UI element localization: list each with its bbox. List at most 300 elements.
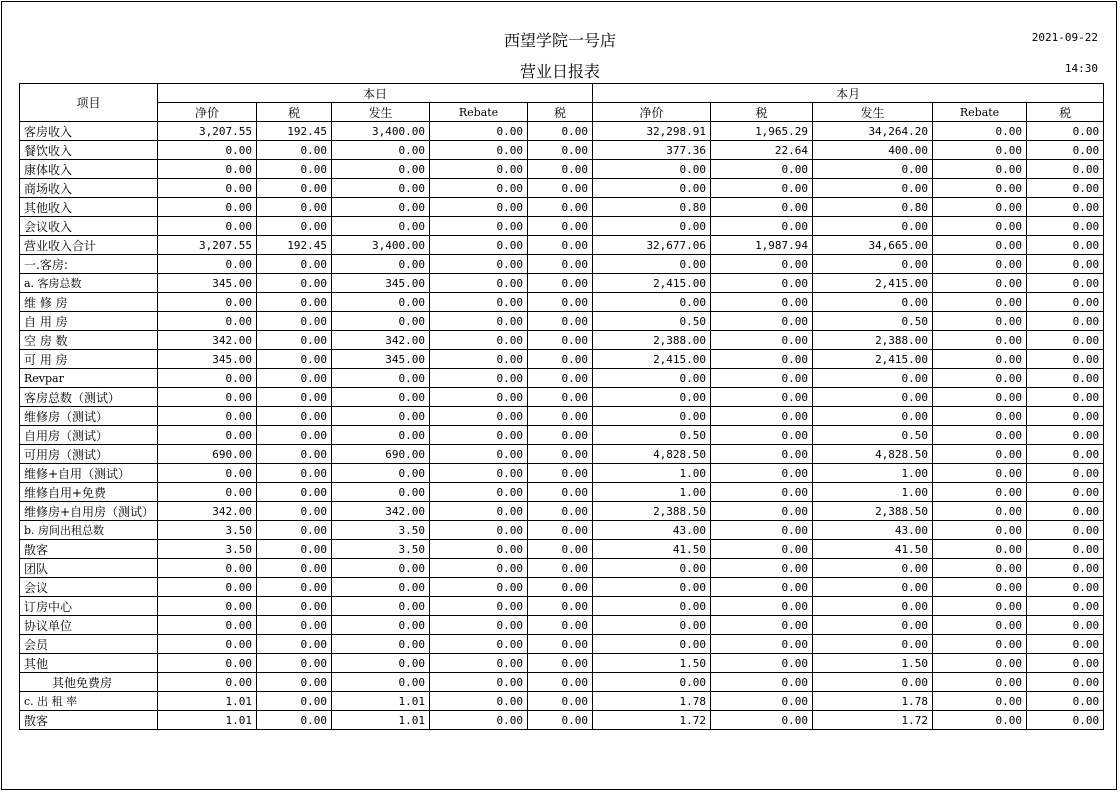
- row-value-cell: 0.00: [257, 521, 332, 540]
- subheader-month-tax: 税: [711, 103, 813, 122]
- row-value-cell: 0.00: [257, 673, 332, 692]
- subheader-today-tax: 税: [257, 103, 332, 122]
- row-value-cell: 0.00: [528, 141, 593, 160]
- row-value-cell: 0.00: [711, 559, 813, 578]
- row-value-cell: 0.00: [430, 673, 528, 692]
- report-body: [20, 122, 1104, 730]
- row-value-cell: 0.00: [711, 711, 813, 730]
- row-value-cell: 0.00: [593, 255, 711, 274]
- row-value-cell: 0.00: [593, 369, 711, 388]
- table-row: [20, 312, 1104, 331]
- row-value-cell: 0.00: [430, 407, 528, 426]
- row-value-cell: 0.00: [332, 483, 430, 502]
- row-value-cell: 43.00: [593, 521, 711, 540]
- row-value-cell: 0.00: [1027, 122, 1104, 141]
- table-row: [20, 578, 1104, 597]
- row-value-cell: 0.00: [257, 635, 332, 654]
- row-value-cell: 0.00: [257, 274, 332, 293]
- row-value-cell: 0.00: [430, 179, 528, 198]
- row-value-cell: 0.00: [257, 312, 332, 331]
- row-value-cell: 0.00: [1027, 331, 1104, 350]
- row-value-cell: 0.00: [158, 616, 257, 635]
- row-value-cell: 0.00: [813, 635, 933, 654]
- row-value-cell: 0.00: [711, 198, 813, 217]
- row-value-cell: 0.00: [711, 692, 813, 711]
- row-value-cell: 0.00: [1027, 388, 1104, 407]
- row-value-cell: 0.00: [430, 711, 528, 730]
- row-value-cell: 0.00: [528, 635, 593, 654]
- row-value-cell: 0.00: [813, 160, 933, 179]
- row-value-cell: 0.00: [528, 160, 593, 179]
- row-value-cell: 0.00: [933, 255, 1027, 274]
- row-value-cell: 1.01: [332, 692, 430, 711]
- row-value-cell: 1.01: [158, 711, 257, 730]
- row-value-cell: 2,388.50: [813, 502, 933, 521]
- row-value-cell: 0.00: [430, 426, 528, 445]
- row-value-cell: 0.00: [813, 293, 933, 312]
- row-value-cell: 0.00: [1027, 673, 1104, 692]
- row-value-cell: 0.00: [933, 122, 1027, 141]
- row-value-cell: 0.00: [933, 502, 1027, 521]
- row-value-cell: 0.00: [332, 578, 430, 597]
- row-value-cell: 0.00: [933, 711, 1027, 730]
- row-value-cell: 0.00: [257, 597, 332, 616]
- row-value-cell: 0.00: [430, 464, 528, 483]
- row-value-cell: 0.00: [332, 255, 430, 274]
- row-value-cell: 0.00: [933, 217, 1027, 236]
- row-value-cell: 1.00: [813, 464, 933, 483]
- row-value-cell: 0.00: [933, 540, 1027, 559]
- row-label: c. 出 租 率: [20, 692, 158, 711]
- row-value-cell: 0.00: [813, 597, 933, 616]
- row-value-cell: 0.00: [1027, 616, 1104, 635]
- row-value-cell: 0.00: [430, 559, 528, 578]
- row-value-cell: 0.00: [933, 597, 1027, 616]
- row-value-cell: 0.00: [711, 179, 813, 198]
- table-row: [20, 141, 1104, 160]
- table-row: [20, 293, 1104, 312]
- row-value-cell: 0.00: [528, 559, 593, 578]
- row-value-cell: 0.00: [1027, 578, 1104, 597]
- row-value-cell: 0.00: [933, 616, 1027, 635]
- row-value-cell: 3.50: [158, 540, 257, 559]
- row-value-cell: 0.00: [1027, 464, 1104, 483]
- row-value-cell: 0.00: [257, 711, 332, 730]
- row-label: 康体收入: [20, 160, 158, 179]
- header-item: 项目: [20, 84, 158, 122]
- row-value-cell: 342.00: [332, 502, 430, 521]
- row-value-cell: 192.45: [257, 236, 332, 255]
- row-value-cell: 0.00: [430, 597, 528, 616]
- row-value-cell: 0.00: [257, 141, 332, 160]
- row-value-cell: 0.00: [430, 369, 528, 388]
- row-value-cell: 0.00: [711, 597, 813, 616]
- row-value-cell: 0.00: [430, 160, 528, 179]
- row-value-cell: 0.00: [332, 217, 430, 236]
- row-value-cell: 43.00: [813, 521, 933, 540]
- row-value-cell: 0.00: [430, 236, 528, 255]
- row-value-cell: 0.00: [933, 673, 1027, 692]
- row-value-cell: 0.00: [528, 236, 593, 255]
- row-value-cell: 0.00: [332, 426, 430, 445]
- row-label: Revpar: [20, 369, 158, 388]
- table-row: [20, 559, 1104, 578]
- row-value-cell: 0.00: [1027, 236, 1104, 255]
- row-value-cell: 0.00: [933, 635, 1027, 654]
- row-value-cell: 192.45: [257, 122, 332, 141]
- table-row: [20, 331, 1104, 350]
- row-value-cell: 0.00: [1027, 597, 1104, 616]
- row-value-cell: 0.00: [332, 407, 430, 426]
- table-row: [20, 445, 1104, 464]
- row-label: 客房收入: [20, 122, 158, 141]
- row-value-cell: 0.00: [430, 198, 528, 217]
- row-label: 可 用 房: [20, 350, 158, 369]
- row-value-cell: 342.00: [158, 331, 257, 350]
- row-value-cell: 0.00: [257, 388, 332, 407]
- row-value-cell: 4,828.50: [593, 445, 711, 464]
- row-label: 会议收入: [20, 217, 158, 236]
- row-label: 订房中心: [20, 597, 158, 616]
- row-value-cell: 0.00: [257, 217, 332, 236]
- table-row: [20, 426, 1104, 445]
- row-value-cell: 0.00: [430, 521, 528, 540]
- row-label: b. 房间出租总数: [20, 521, 158, 540]
- subheader-today-rebate: Rebate: [430, 103, 528, 122]
- row-value-cell: 32,298.91: [593, 122, 711, 141]
- row-value-cell: 0.00: [593, 578, 711, 597]
- row-value-cell: 0.00: [528, 692, 593, 711]
- row-value-cell: 342.00: [158, 502, 257, 521]
- row-value-cell: 0.00: [430, 502, 528, 521]
- row-value-cell: 1.72: [593, 711, 711, 730]
- report-title: 西望学院一号店: [503, 31, 616, 50]
- row-value-cell: 0.00: [1027, 407, 1104, 426]
- row-value-cell: 0.00: [813, 217, 933, 236]
- row-value-cell: 0.00: [933, 426, 1027, 445]
- row-value-cell: 0.00: [933, 274, 1027, 293]
- table-row: [20, 179, 1104, 198]
- row-value-cell: 0.00: [711, 407, 813, 426]
- row-value-cell: 0.00: [158, 407, 257, 426]
- row-value-cell: 0.00: [711, 426, 813, 445]
- row-value-cell: 0.00: [528, 654, 593, 673]
- row-value-cell: 0.00: [933, 293, 1027, 312]
- row-value-cell: 0.00: [1027, 179, 1104, 198]
- row-value-cell: 3.50: [158, 521, 257, 540]
- row-value-cell: 0.00: [1027, 198, 1104, 217]
- row-value-cell: 0.00: [933, 312, 1027, 331]
- row-value-cell: 0.50: [593, 426, 711, 445]
- row-value-cell: 0.00: [257, 559, 332, 578]
- row-value-cell: 22.64: [711, 141, 813, 160]
- subheader-today-amount: 发生: [332, 103, 430, 122]
- row-value-cell: 0.00: [593, 673, 711, 692]
- row-value-cell: 0.00: [257, 692, 332, 711]
- row-value-cell: 0.00: [711, 483, 813, 502]
- row-label: 营业收入合计: [20, 236, 158, 255]
- row-value-cell: 0.00: [158, 426, 257, 445]
- row-value-cell: 0.00: [528, 255, 593, 274]
- row-value-cell: 0.00: [430, 654, 528, 673]
- row-value-cell: 0.00: [257, 350, 332, 369]
- row-value-cell: 0.00: [593, 616, 711, 635]
- row-label: 其他收入: [20, 198, 158, 217]
- row-value-cell: 0.00: [1027, 654, 1104, 673]
- row-value-cell: 0.00: [933, 331, 1027, 350]
- table-row: [20, 521, 1104, 540]
- row-value-cell: 0.00: [528, 445, 593, 464]
- row-label: 商场收入: [20, 179, 158, 198]
- subheader-month-net: 净价: [593, 103, 711, 122]
- row-value-cell: 0.00: [430, 635, 528, 654]
- row-value-cell: 0.00: [332, 198, 430, 217]
- table-row: [20, 160, 1104, 179]
- row-value-cell: 0.00: [528, 616, 593, 635]
- row-label: 维修自用+免费: [20, 483, 158, 502]
- row-value-cell: 0.00: [711, 540, 813, 559]
- row-value-cell: 0.00: [933, 388, 1027, 407]
- row-value-cell: 0.00: [933, 407, 1027, 426]
- row-value-cell: 0.00: [332, 635, 430, 654]
- row-value-cell: 0.00: [1027, 293, 1104, 312]
- row-value-cell: 0.00: [711, 312, 813, 331]
- row-value-cell: 0.00: [1027, 312, 1104, 331]
- row-value-cell: 0.00: [158, 654, 257, 673]
- row-value-cell: 1.50: [813, 654, 933, 673]
- subheader-month-rebate-tax: 税: [1027, 103, 1104, 122]
- row-value-cell: 0.00: [528, 673, 593, 692]
- row-value-cell: 0.50: [813, 312, 933, 331]
- subheader-today-net: 净价: [158, 103, 257, 122]
- row-value-cell: 0.00: [711, 388, 813, 407]
- row-value-cell: 0.00: [158, 293, 257, 312]
- row-label: 维修房（测试）: [20, 407, 158, 426]
- row-value-cell: 0.00: [933, 445, 1027, 464]
- row-value-cell: 34,665.00: [813, 236, 933, 255]
- row-label: 维 修 房: [20, 293, 158, 312]
- table-row: [20, 464, 1104, 483]
- row-value-cell: 3.50: [332, 540, 430, 559]
- report-time: 14:30: [1064, 62, 1098, 75]
- row-value-cell: 0.00: [813, 388, 933, 407]
- row-value-cell: 0.00: [430, 578, 528, 597]
- table-row: [20, 217, 1104, 236]
- row-value-cell: 0.00: [933, 483, 1027, 502]
- row-value-cell: 0.00: [933, 692, 1027, 711]
- row-value-cell: 0.00: [158, 217, 257, 236]
- row-value-cell: 0.00: [528, 122, 593, 141]
- row-value-cell: 0.00: [158, 388, 257, 407]
- row-value-cell: 0.00: [430, 445, 528, 464]
- row-value-cell: 0.00: [332, 160, 430, 179]
- row-value-cell: 0.00: [158, 559, 257, 578]
- row-label: 空 房 数: [20, 331, 158, 350]
- row-value-cell: 0.00: [1027, 426, 1104, 445]
- row-value-cell: 0.00: [257, 616, 332, 635]
- row-value-cell: 1,965.29: [711, 122, 813, 141]
- row-label: 散客: [20, 540, 158, 559]
- row-value-cell: 0.00: [257, 445, 332, 464]
- row-value-cell: 0.00: [332, 312, 430, 331]
- row-value-cell: 0.00: [257, 540, 332, 559]
- row-value-cell: 690.00: [332, 445, 430, 464]
- table-row: [20, 483, 1104, 502]
- row-value-cell: 0.00: [1027, 635, 1104, 654]
- row-value-cell: 0.00: [711, 369, 813, 388]
- row-value-cell: 0.00: [332, 464, 430, 483]
- row-value-cell: 0.00: [1027, 369, 1104, 388]
- row-value-cell: 2,415.00: [593, 350, 711, 369]
- row-value-cell: 0.00: [430, 274, 528, 293]
- row-value-cell: 0.00: [158, 198, 257, 217]
- row-value-cell: 0.00: [528, 597, 593, 616]
- row-label: 其他: [20, 654, 158, 673]
- row-value-cell: 0.00: [430, 540, 528, 559]
- row-value-cell: 345.00: [158, 274, 257, 293]
- row-value-cell: 0.00: [933, 521, 1027, 540]
- row-value-cell: 0.00: [430, 293, 528, 312]
- row-value-cell: 0.00: [158, 483, 257, 502]
- row-label: 会议: [20, 578, 158, 597]
- row-value-cell: 0.00: [332, 673, 430, 692]
- row-value-cell: 0.00: [933, 369, 1027, 388]
- row-value-cell: 0.00: [1027, 540, 1104, 559]
- row-value-cell: 3,400.00: [332, 122, 430, 141]
- row-value-cell: 0.00: [1027, 255, 1104, 274]
- subheader-today-rebate-tax: 税: [528, 103, 593, 122]
- row-value-cell: 0.00: [1027, 217, 1104, 236]
- row-value-cell: 0.00: [332, 388, 430, 407]
- row-value-cell: 0.00: [1027, 502, 1104, 521]
- row-value-cell: 34,264.20: [813, 122, 933, 141]
- row-value-cell: 0.00: [593, 217, 711, 236]
- row-value-cell: 0.00: [933, 350, 1027, 369]
- row-value-cell: 1.00: [593, 483, 711, 502]
- row-value-cell: 0.00: [430, 692, 528, 711]
- row-label: 其他免费房: [20, 673, 158, 692]
- row-value-cell: 0.00: [711, 616, 813, 635]
- row-value-cell: 0.00: [158, 464, 257, 483]
- row-value-cell: 0.00: [528, 521, 593, 540]
- row-value-cell: 0.00: [257, 198, 332, 217]
- row-value-cell: 0.00: [1027, 350, 1104, 369]
- row-value-cell: 0.00: [430, 483, 528, 502]
- row-value-cell: 0.00: [813, 578, 933, 597]
- row-value-cell: 0.00: [158, 179, 257, 198]
- row-value-cell: 0.00: [528, 578, 593, 597]
- row-value-cell: 1.00: [813, 483, 933, 502]
- row-value-cell: 0.00: [158, 597, 257, 616]
- row-value-cell: 0.00: [813, 369, 933, 388]
- row-value-cell: 0.00: [1027, 141, 1104, 160]
- row-value-cell: 0.00: [933, 464, 1027, 483]
- row-value-cell: 0.00: [593, 559, 711, 578]
- row-label: 自用房（测试）: [20, 426, 158, 445]
- row-value-cell: 2,388.50: [593, 502, 711, 521]
- row-value-cell: 0.00: [813, 255, 933, 274]
- row-value-cell: 0.00: [711, 331, 813, 350]
- row-value-cell: 0.00: [1027, 274, 1104, 293]
- table-row: [20, 255, 1104, 274]
- row-value-cell: 0.00: [257, 426, 332, 445]
- row-value-cell: 345.00: [158, 350, 257, 369]
- row-value-cell: 0.00: [257, 255, 332, 274]
- row-value-cell: 1.78: [593, 692, 711, 711]
- row-value-cell: 2,415.00: [813, 350, 933, 369]
- row-value-cell: 0.00: [933, 160, 1027, 179]
- row-value-cell: 0.00: [528, 293, 593, 312]
- row-value-cell: 0.00: [933, 578, 1027, 597]
- row-value-cell: 2,415.00: [813, 274, 933, 293]
- table-row: [20, 369, 1104, 388]
- table-row: [20, 350, 1104, 369]
- row-value-cell: 690.00: [158, 445, 257, 464]
- row-value-cell: 0.00: [528, 483, 593, 502]
- row-value-cell: 0.00: [332, 654, 430, 673]
- table-row: [20, 654, 1104, 673]
- row-value-cell: 0.00: [158, 578, 257, 597]
- row-value-cell: 0.50: [593, 312, 711, 331]
- row-value-cell: 0.00: [933, 179, 1027, 198]
- row-value-cell: 0.00: [528, 502, 593, 521]
- row-value-cell: 0.00: [257, 407, 332, 426]
- row-value-cell: 377.36: [593, 141, 711, 160]
- row-value-cell: 0.50: [813, 426, 933, 445]
- row-value-cell: 4,828.50: [813, 445, 933, 464]
- row-value-cell: 0.00: [1027, 445, 1104, 464]
- row-value-cell: 0.00: [933, 198, 1027, 217]
- report-date: 2021-09-22: [1031, 31, 1098, 44]
- row-value-cell: 0.00: [332, 559, 430, 578]
- row-value-cell: 0.00: [158, 141, 257, 160]
- row-value-cell: 2,388.00: [593, 331, 711, 350]
- table-row: [20, 635, 1104, 654]
- row-value-cell: 0.00: [813, 559, 933, 578]
- row-value-cell: 0.00: [528, 388, 593, 407]
- row-value-cell: 342.00: [332, 331, 430, 350]
- row-value-cell: 0.00: [933, 236, 1027, 255]
- row-value-cell: 0.00: [430, 255, 528, 274]
- row-value-cell: 1.01: [332, 711, 430, 730]
- row-value-cell: 1.01: [158, 692, 257, 711]
- row-value-cell: 0.00: [711, 654, 813, 673]
- row-label: 维修+自用（测试）: [20, 464, 158, 483]
- table-row: [20, 616, 1104, 635]
- row-value-cell: 0.00: [257, 369, 332, 388]
- row-value-cell: 1.78: [813, 692, 933, 711]
- table-row: [20, 122, 1104, 141]
- row-value-cell: 0.00: [1027, 160, 1104, 179]
- row-value-cell: 0.00: [1027, 521, 1104, 540]
- row-value-cell: 0.00: [593, 160, 711, 179]
- row-value-cell: 0.00: [711, 160, 813, 179]
- row-value-cell: 0.00: [711, 635, 813, 654]
- row-value-cell: 0.00: [528, 369, 593, 388]
- row-value-cell: 0.00: [257, 483, 332, 502]
- row-value-cell: 0.00: [528, 407, 593, 426]
- row-value-cell: 0.00: [1027, 483, 1104, 502]
- row-label: 餐饮收入: [20, 141, 158, 160]
- row-label: 团队: [20, 559, 158, 578]
- row-value-cell: 0.00: [257, 331, 332, 350]
- row-value-cell: 3.50: [332, 521, 430, 540]
- row-value-cell: 345.00: [332, 274, 430, 293]
- row-value-cell: 0.00: [430, 616, 528, 635]
- row-value-cell: 3,207.55: [158, 236, 257, 255]
- row-value-cell: 0.00: [257, 502, 332, 521]
- row-value-cell: 0.00: [158, 369, 257, 388]
